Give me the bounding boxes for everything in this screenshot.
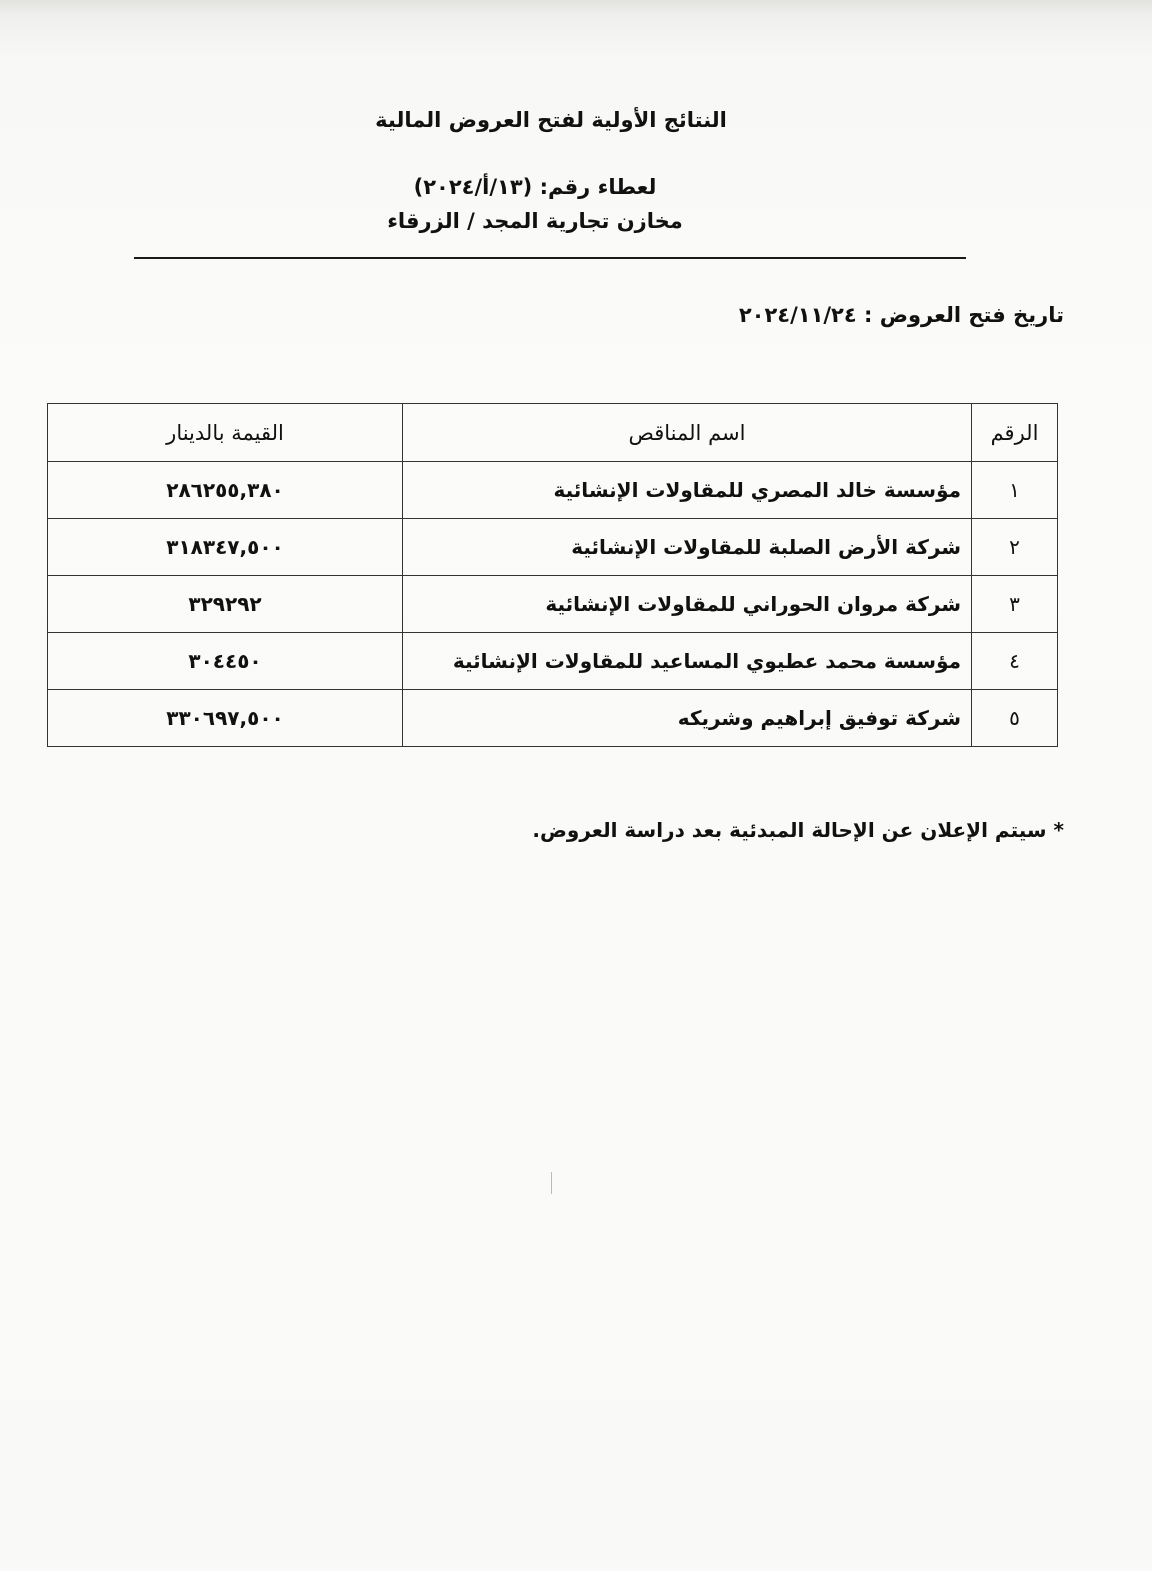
table-row <box>48 690 1058 747</box>
opening-date: تاريخ فتح العروض : ٢٠٢٤/١١/٢٤ <box>738 303 1064 327</box>
row-number: ٣ <box>972 576 1058 633</box>
table-row <box>48 633 1058 690</box>
header-value: القيمة بالدينار <box>48 404 403 462</box>
results-table <box>47 403 1058 747</box>
row-bidder-name: شركة توفيق إبراهيم وشريكه <box>403 690 972 747</box>
row-value: ٢٨٦٢٥٥,٣٨٠ <box>48 462 403 519</box>
table-row <box>48 519 1058 576</box>
row-bidder-name: شركة مروان الحوراني للمقاولات الإنشائية <box>403 576 972 633</box>
header-bidder-name: اسم المناقص <box>403 404 972 462</box>
table-row <box>48 576 1058 633</box>
row-number: ٥ <box>972 690 1058 747</box>
row-bidder-name: مؤسسة محمد عطيوي المساعيد للمقاولات الإنشائية <box>403 633 972 690</box>
row-number: ٢ <box>972 519 1058 576</box>
document-title: النتائج الأولية لفتح العروض المالية <box>375 108 727 132</box>
scan-mark <box>551 1172 552 1194</box>
table-row <box>48 462 1058 519</box>
scan-edge-shadow <box>0 0 1152 14</box>
row-value: ٣٣٠٦٩٧,٥٠٠ <box>48 690 403 747</box>
row-bidder-name: مؤسسة خالد المصري للمقاولات الإنشائية <box>403 462 972 519</box>
footnote: * سيتم الإعلان عن الإحالة المبدئية بعد دراسة العروض. <box>532 818 1064 842</box>
row-value: ٣٠٤٤٥٠ <box>48 633 403 690</box>
tender-subject: مخازن تجارية المجد / الزرقاء <box>387 209 683 233</box>
row-value: ٣١٨٣٤٧,٥٠٠ <box>48 519 403 576</box>
header-number: الرقم <box>972 404 1058 462</box>
tender-number: لعطاء رقم: (١٣/أ/٢٠٢٤) <box>413 175 657 199</box>
row-value: ٣٢٩٢٩٢ <box>48 576 403 633</box>
tender-header <box>0 170 1070 238</box>
row-number: ٤ <box>972 633 1058 690</box>
header-divider <box>134 257 966 259</box>
row-number: ١ <box>972 462 1058 519</box>
row-bidder-name: شركة الأرض الصلبة للمقاولات الإنشائية <box>403 519 972 576</box>
table-header-row <box>48 404 1058 462</box>
